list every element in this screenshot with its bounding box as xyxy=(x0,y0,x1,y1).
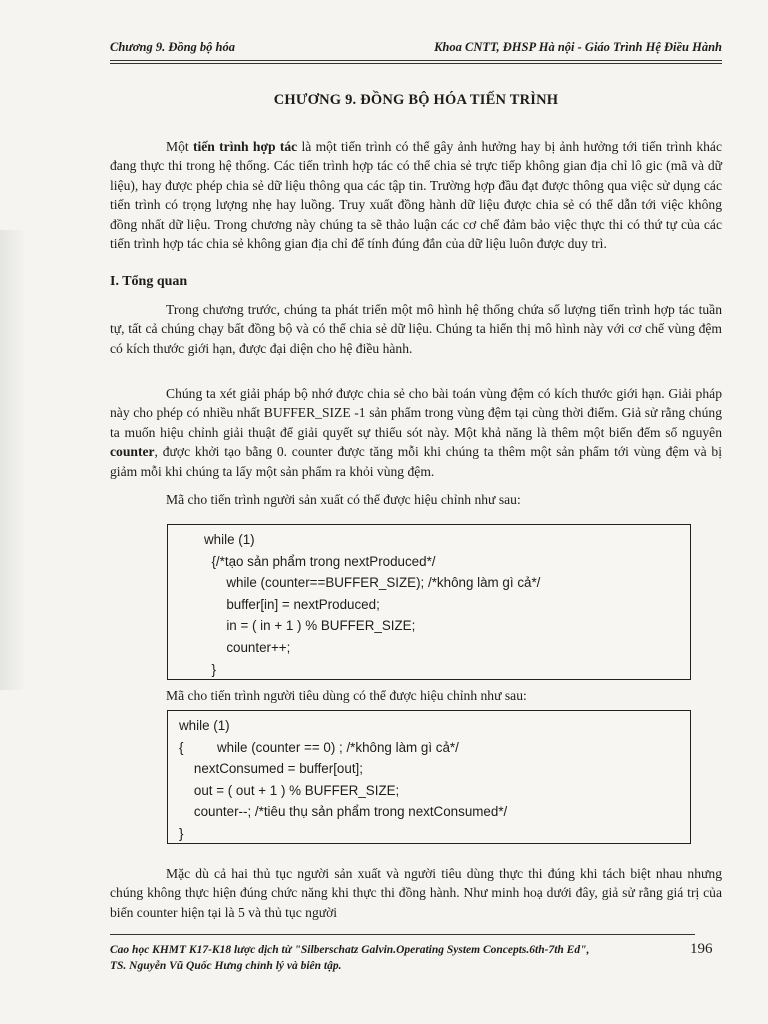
code-line: buffer[in] = nextProduced; xyxy=(204,596,380,612)
header-chapter: Chương 9. Đồng bộ hóa xyxy=(110,40,235,54)
code-line: while (1) xyxy=(204,532,255,547)
section-heading: I. Tổng quan xyxy=(110,274,188,289)
intro-paragraph xyxy=(110,137,722,253)
running-header xyxy=(110,40,722,55)
consumer-code-box xyxy=(167,710,691,844)
footer-rule xyxy=(110,934,695,935)
code-line: while (counter==BUFFER_SIZE); /*không làm gì cả*/ xyxy=(204,575,541,591)
code-line: } xyxy=(179,825,184,841)
code-line: out = ( out + 1 ) % BUFFER_SIZE; xyxy=(179,782,400,798)
code-line: nextConsumed = buffer[out]; xyxy=(179,761,363,777)
intro-rest: là một tiến trình có thể gây ảnh hưởng hay bị ảnh hưởng tới tiến trình khác đang thực thi trong hệ thống. Các tiến trình hợp tác có thể chia sẻ trực tiếp không gian địa chỉ lô gic (mã và dữ liệu), hay được phép chia sẻ dữ liệu thông qua các tập tin. Trường hợp đầu đạt được thông qua việc sử dụng các tiến trình có trọng lượng nhẹ hay luồng. Truy xuất đồng hành dữ liệu được chia sẻ có thể dẫn tới việc không đồng nhất dữ liệu. Trong chương này chúng ta sẽ thảo luận các cơ chế đảm bảo việc thực thi có thứ tự của các tiến trình hợp tác chia sẻ không gian địa chỉ để tính đúng đắn của dữ liệu luôn được duy trì. xyxy=(110,139,722,252)
producer-intro: Mã cho tiến trình người sản xuất có thể được hiệu chỉnh như sau: xyxy=(166,492,521,507)
concurrency-paragraph: Mặc dù cả hai thủ tục người sản xuất và người tiêu dùng thực thi đúng khi tách biệt nhau nhưng chúng không thực hiện đúng chức năng khi thực thi đồng hành. Như minh hoạ dưới đây, giả sử rằng giá trị của biến counter hiện tại là 5 và thủ tục người xyxy=(110,866,722,920)
header-course: Khoa CNTT, ĐHSP Hà nội - Giáo Trình Hệ Điều Hành xyxy=(434,40,722,54)
code-line: counter--; /*tiêu thụ sản phẩm trong nextConsumed*/ xyxy=(179,804,508,820)
header-rule xyxy=(110,60,722,64)
consumer-intro: Mã cho tiến trình người tiêu dùng có thể được hiệu chỉnh như sau: xyxy=(166,688,527,703)
footer-line-2: TS. Nguyễn Vũ Quốc Hưng chỉnh lý và biên tập. xyxy=(110,960,342,972)
code-line: { while (counter == 0) ; /*không làm gì cả*/ xyxy=(179,739,459,755)
intro-term: tiến trình hợp tác xyxy=(192,139,298,154)
counter-term: counter xyxy=(110,444,155,460)
code-line: {/*tạo sản phẩm trong nextProduced*/ xyxy=(204,553,436,569)
code-line: while (1) xyxy=(179,718,230,733)
producer-code-box xyxy=(167,524,691,680)
footer-credits xyxy=(110,942,710,974)
scan-shadow xyxy=(0,230,26,690)
chapter-title: CHƯƠNG 9. ĐỒNG BỘ HÓA TIẾN TRÌNH xyxy=(273,92,559,108)
solution-text-a: Chúng ta xét giải pháp bộ nhớ được chia sẻ cho bài toán vùng đệm có kích thước giới hạn. Giải pháp này cho phép có nhiều nhất BUFFER_SIZE -1 sản phẩm trong vùng đệm tại cùng thời điểm. Giả sử rằng chúng ta muốn hiệu chỉnh giải thuật để giải quyết sự thiếu sót này. Một khả năng là thêm một biến đếm số nguyên xyxy=(110,386,722,440)
page-number: 196 xyxy=(690,941,713,957)
footer-line-1: Cao học KHMT K17-K18 lược dịch từ "Silberschatz Galvin.Operating System Concepts.6th-7th Ed", xyxy=(110,944,590,956)
code-line: counter++; xyxy=(204,639,291,655)
solution-text-b: , được khởi tạo bằng 0. counter được tăng mỗi khi chúng ta thêm một sản phẩm tới vùng đệm và bị giảm mỗi khi chúng ta lấy một sản phẩm ra khỏi vùng đệm. xyxy=(110,444,722,479)
code-line: } xyxy=(204,661,216,677)
solution-paragraph xyxy=(110,384,722,481)
overview-paragraph: Trong chương trước, chúng ta phát triển một mô hình hệ thống chứa số lượng tiến trình hợp tác tuần tự, tất cả chúng chạy bất đồng bộ và có thể chia sẻ dữ liệu. Chúng ta hiển thị mô hình này với cơ chế vùng đệm có kích thước giới hạn, được đại diện cho hệ điều hành. xyxy=(110,302,722,356)
code-line: in = ( in + 1 ) % BUFFER_SIZE; xyxy=(204,618,416,634)
intro-lead: Một xyxy=(166,139,193,154)
